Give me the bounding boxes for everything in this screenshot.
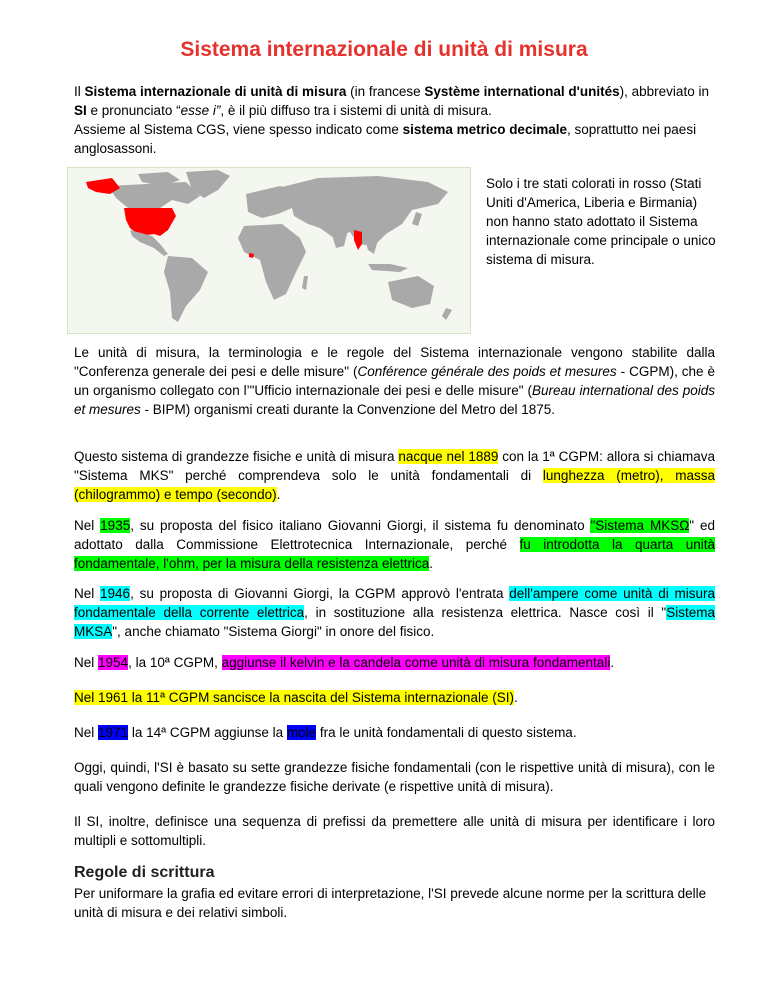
paragraph-1946: Nel 1946, su proposta di Giovanni Giorgi, la CGPM approvò l'entrata dell'ampere come unità di misura fondamentale della corrente elettrica, in sostituzione alla resistenza elettrica. Nasce così il "Sistema MKSA", anche chiamato "Sistema Giorgi" in onore del fisico. xyxy=(74,586,715,639)
japan-shape xyxy=(412,212,422,226)
paragraph-prefissi: Il SI, inoltre, definisce una sequenza di prefissi da premettere alle unità di misura per identificare i loro multipli e sottomultipli. xyxy=(74,814,715,848)
map-caption: Solo i tre stati colorati in rosso (Stati Uniti d'America, Liberia e Birmania) non hanno stato adottato il Sistema internazionale come principale o unico sistema di misura. xyxy=(486,176,716,267)
africa-shape xyxy=(238,224,306,300)
cgpm-paragraph: Le unità di misura, la terminologia e le regole del Sistema internazionale vengono stabilite dalla "Conferenza generale dei pesi e delle misure" (Conférence générale des poids et mesures - CGPM), che è un organismo collegato con l’"Ufficio internazionale dei pesi e delle misure" (Bureau international des poids et mesures - BIPM) organismi creati durante la Convenzione del Metro del 1875. xyxy=(74,345,716,417)
madagascar-shape xyxy=(302,276,308,290)
paragraph-1935: Nel 1935, su proposta del fisico italiano Giovanni Giorgi, il sistema fu denominato "Sistema MKSΩ" ed adottato dalla Commissione Elettrotecnica Internazionale, perché fu introdotta la quarta unità fondamentale, l'ohm, per la misura della resistenza elettrica. xyxy=(74,518,716,571)
paragraph-1961: Nel 1961 la 11ª CGPM sancisce la nascita del Sistema internazionale (SI). xyxy=(74,690,518,705)
india-shape xyxy=(330,228,348,248)
australia-shape xyxy=(388,276,434,308)
paragraph-1954: Nel 1954, la 10ª CGPM, aggiunse il kelvin e la candela come unità di misura fondamentali. xyxy=(74,655,615,670)
south-america-shape xyxy=(164,256,208,322)
paragraph-oggi: Oggi, quindi, l'SI è basato su sette grandezze fisiche fondamentali (con le rispettive unità di misura), con le quali vengono definite le grandezze fisiche derivate (e rispettive unità di misura). xyxy=(74,760,715,794)
section-heading-regole: Regole di scrittura xyxy=(74,864,215,881)
paragraph-regole: Per uniformare la grafia ed evitare errori di interpretazione, l'SI prevede alcune norme per la scrittura delle unità di misura e dei relativi simboli. xyxy=(74,886,707,920)
canada-shape xyxy=(108,182,200,208)
paragraph-1889: Questo sistema di grandezze fisiche e unità di misura nacque nel 1889 con la 1ª CGPM: allora si chiamava "Sistema MKS" perché comprendeva solo le unità fondamentali di lunghezza (metro), massa (chilogrammo) e tempo (secondo). xyxy=(74,449,716,502)
intro-paragraph: Il Sistema internazionale di unità di misura (in francese Système international d'unités), abbreviato in SI e pronunciato “esse i”, è il più diffuso tra i sistemi di unità di misura. Assieme al Sistema CGS, viene spesso indicato come sistema metrico decimale, soprattutto nei paesi anglosassoni. xyxy=(74,84,709,156)
paragraph-1971: Nel 1971 la 14ª CGPM aggiunse la mole fra le unità fondamentali di questo sistema. xyxy=(74,725,577,740)
world-map-image xyxy=(67,167,471,334)
new-zealand-shape xyxy=(442,308,452,320)
asia-shape xyxy=(278,176,448,246)
myanmar-shape xyxy=(354,230,362,250)
page-title: Sistema internazionale di unità di misura xyxy=(180,38,588,61)
world-map-svg xyxy=(68,168,470,333)
indonesia-shape xyxy=(368,264,408,272)
